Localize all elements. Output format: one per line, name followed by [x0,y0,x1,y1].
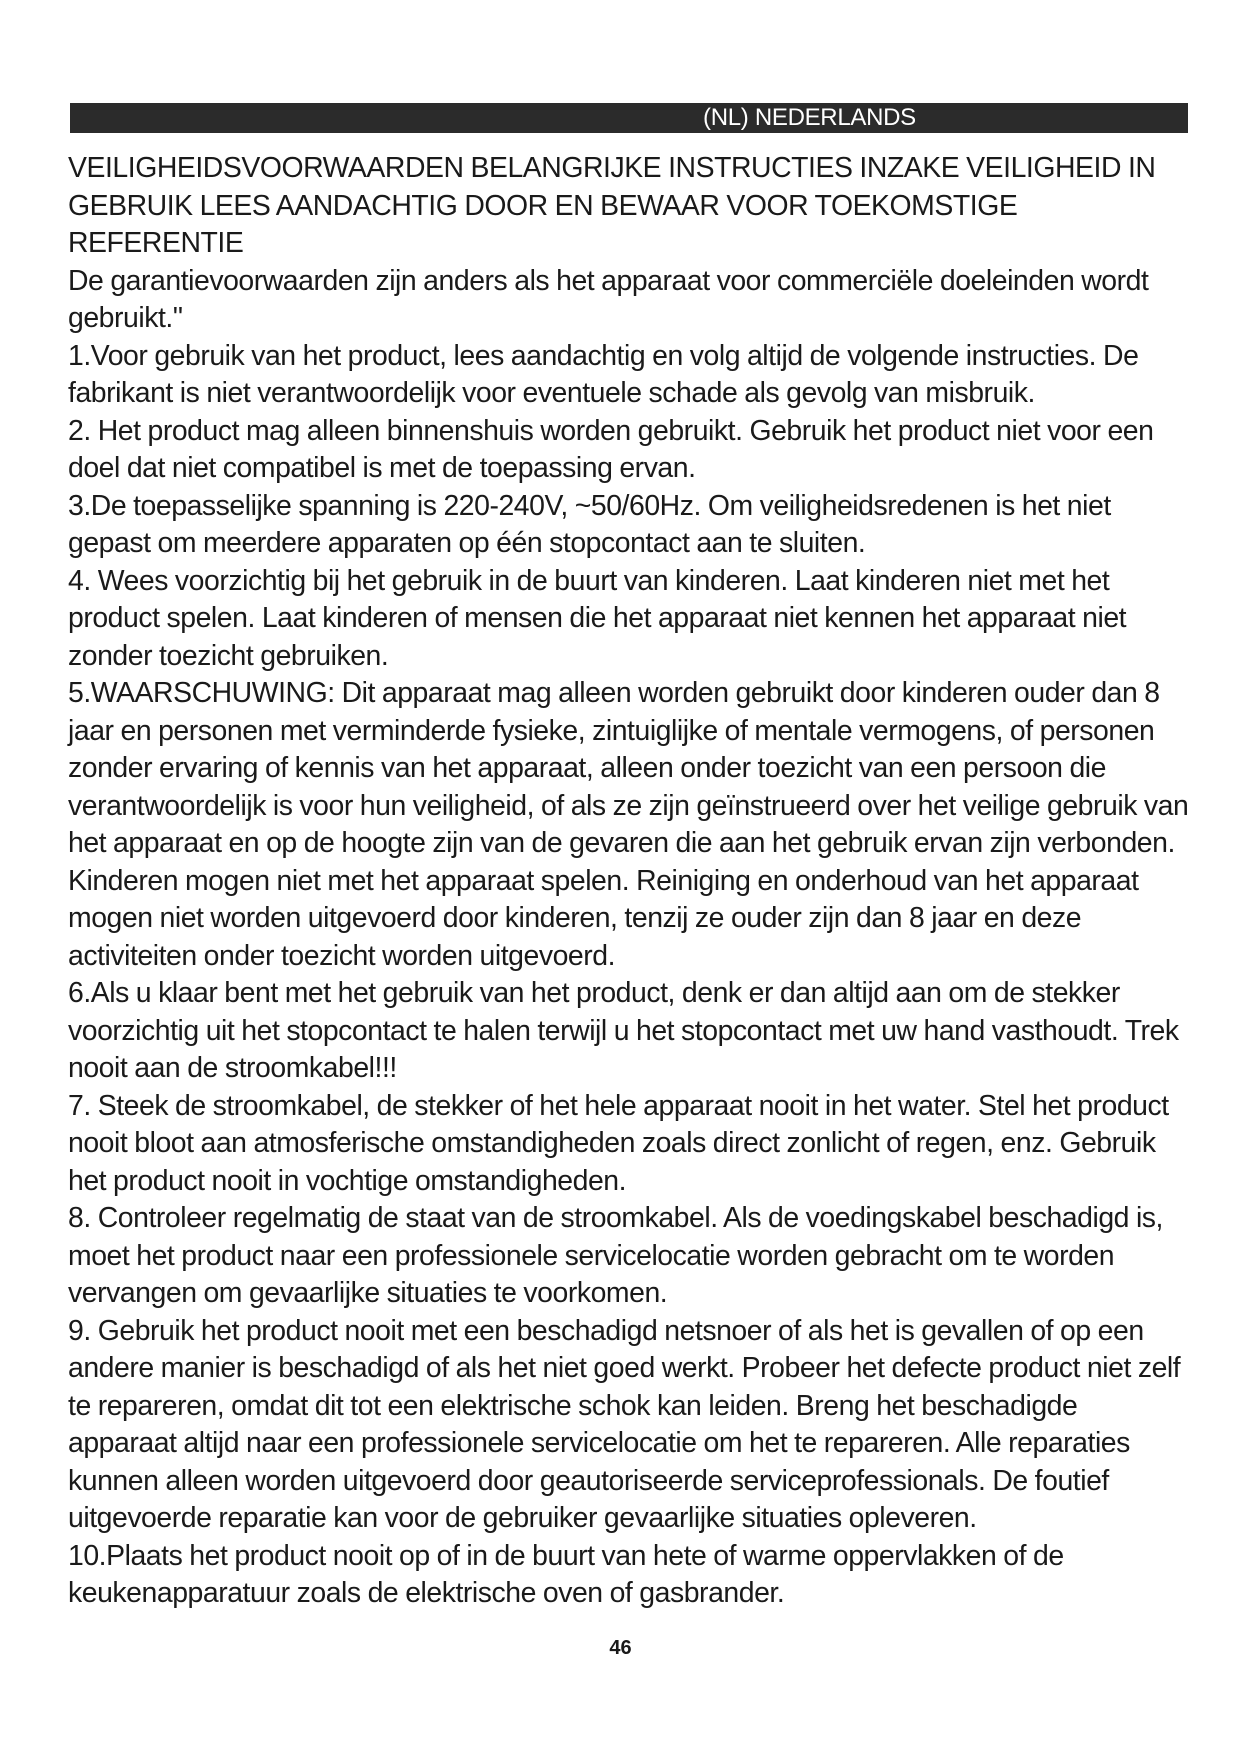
instruction-item-7: 7. Steek de stroomkabel, de stekker of het hele apparaat nooit in het water. Stel het product nooit bloot aan atmosferische omstandigheden zoals direct zonlicht of regen, enz. Gebruik het product nooit in vochtige omstandigheden. [68,1089,1169,1197]
instruction-item-6: 6.Als u klaar bent met het gebruik van het product, denk er dan altijd aan om de stekker voorzichtig uit het stopcontact te halen terwijl u het stopcontact met uw hand vasthoudt. Trek nooit aan de stroomkabel!!! [68,977,1179,1084]
instruction-item-8: 8. Controleer regelmatig de staat van de stroomkabel. Als de voedingskabel beschadigd is, moet het product naar een professionele servicelocatie worden gebracht om te worden vervangen om gevaarlijke situaties te voorkomen. [68,1202,1163,1309]
document-body [68,150,1190,1613]
instruction-item-1: 1.Voor gebruik van het product, lees aandachtig en volg altijd de volgende instructies. De fabrikant is niet verantwoordelijk voor eventuele schade als gevolg van misbruik. [68,339,1139,409]
instruction-item-5: 5.WAARSCHUWING: Dit apparaat mag alleen worden gebruikt door kinderen ouder dan 8 jaar en personen met verminderde fysieke, zintuiglijke of mentale vermogens, of personen zonder ervaring of kennis van het apparaat, alleen onder toezicht van een persoon die verantwoordelijk is voor hun veiligheid, of als ze zijn geïnstrueerd over het veilige gebruik van het apparaat en op de hoogte zijn van de gevaren die aan het gebruik ervan zijn verbonden. Kinderen mogen niet met het apparaat spelen. Reiniging en onderhoud van het apparaat mogen niet worden uitgevoerd door kinderen, tenzij ze ouder zijn dan 8 jaar en deze activiteiten onder toezicht worden uitgevoerd. [68,677,1189,972]
language-header-bar [70,103,1188,133]
intro-paragraph: De garantievoorwaarden zijn anders als het apparaat voor commerciële doeleinden wordt gebruikt." [68,264,1149,334]
instruction-item-3: 3.De toepasselijke spanning is 220-240V, ~50/60Hz. Om veiligheidsredenen is het niet gepast om meerdere apparaten op één stopcontact aan te sluiten. [68,489,1111,559]
instruction-item-4: 4. Wees voorzichtig bij het gebruik in de buurt van kinderen. Laat kinderen niet met het product spelen. Laat kinderen of mensen die het apparaat niet kennen het apparaat niet zonder toezicht gebruiken. [68,564,1127,672]
instruction-item-2: 2. Het product mag alleen binnenshuis worden gebruikt. Gebruik het product niet voor een doel dat niet compatibel is met de toepassing ervan. [68,414,1154,484]
document-title: VEILIGHEIDSVOORWAARDEN BELANGRIJKE INSTRUCTIES INZAKE VEILIGHEID IN GEBRUIK LEES AANDACHTIG DOOR EN BEWAAR VOOR TOEKOMSTIGE REFERENTIE [68,152,1156,259]
page-number: 46 [609,1637,632,1659]
instruction-item-10: 10.Plaats het product nooit op of in de buurt van hete of warme oppervlakken of de keukenapparatuur zoals de elektrische oven of gasbrander. [68,1539,1064,1609]
instruction-item-9: 9. Gebruik het product nooit met een beschadigd netsnoer of als het is gevallen of op een andere manier is beschadigd of als het niet goed werkt. Probeer het defecte product niet zelf te repareren, omdat dit tot een elektrische schok kan leiden. Breng het beschadigde apparaat altijd naar een professionele servicelocatie om het te repareren. Alle reparaties kunnen alleen worden uitgevoerd door geautoriseerde serviceprofessionals. De foutief uitgevoerde reparatie kan voor de gebruiker gevaarlijke situaties opleveren. [68,1314,1181,1534]
language-label: (NL) NEDERLANDS [703,104,916,131]
